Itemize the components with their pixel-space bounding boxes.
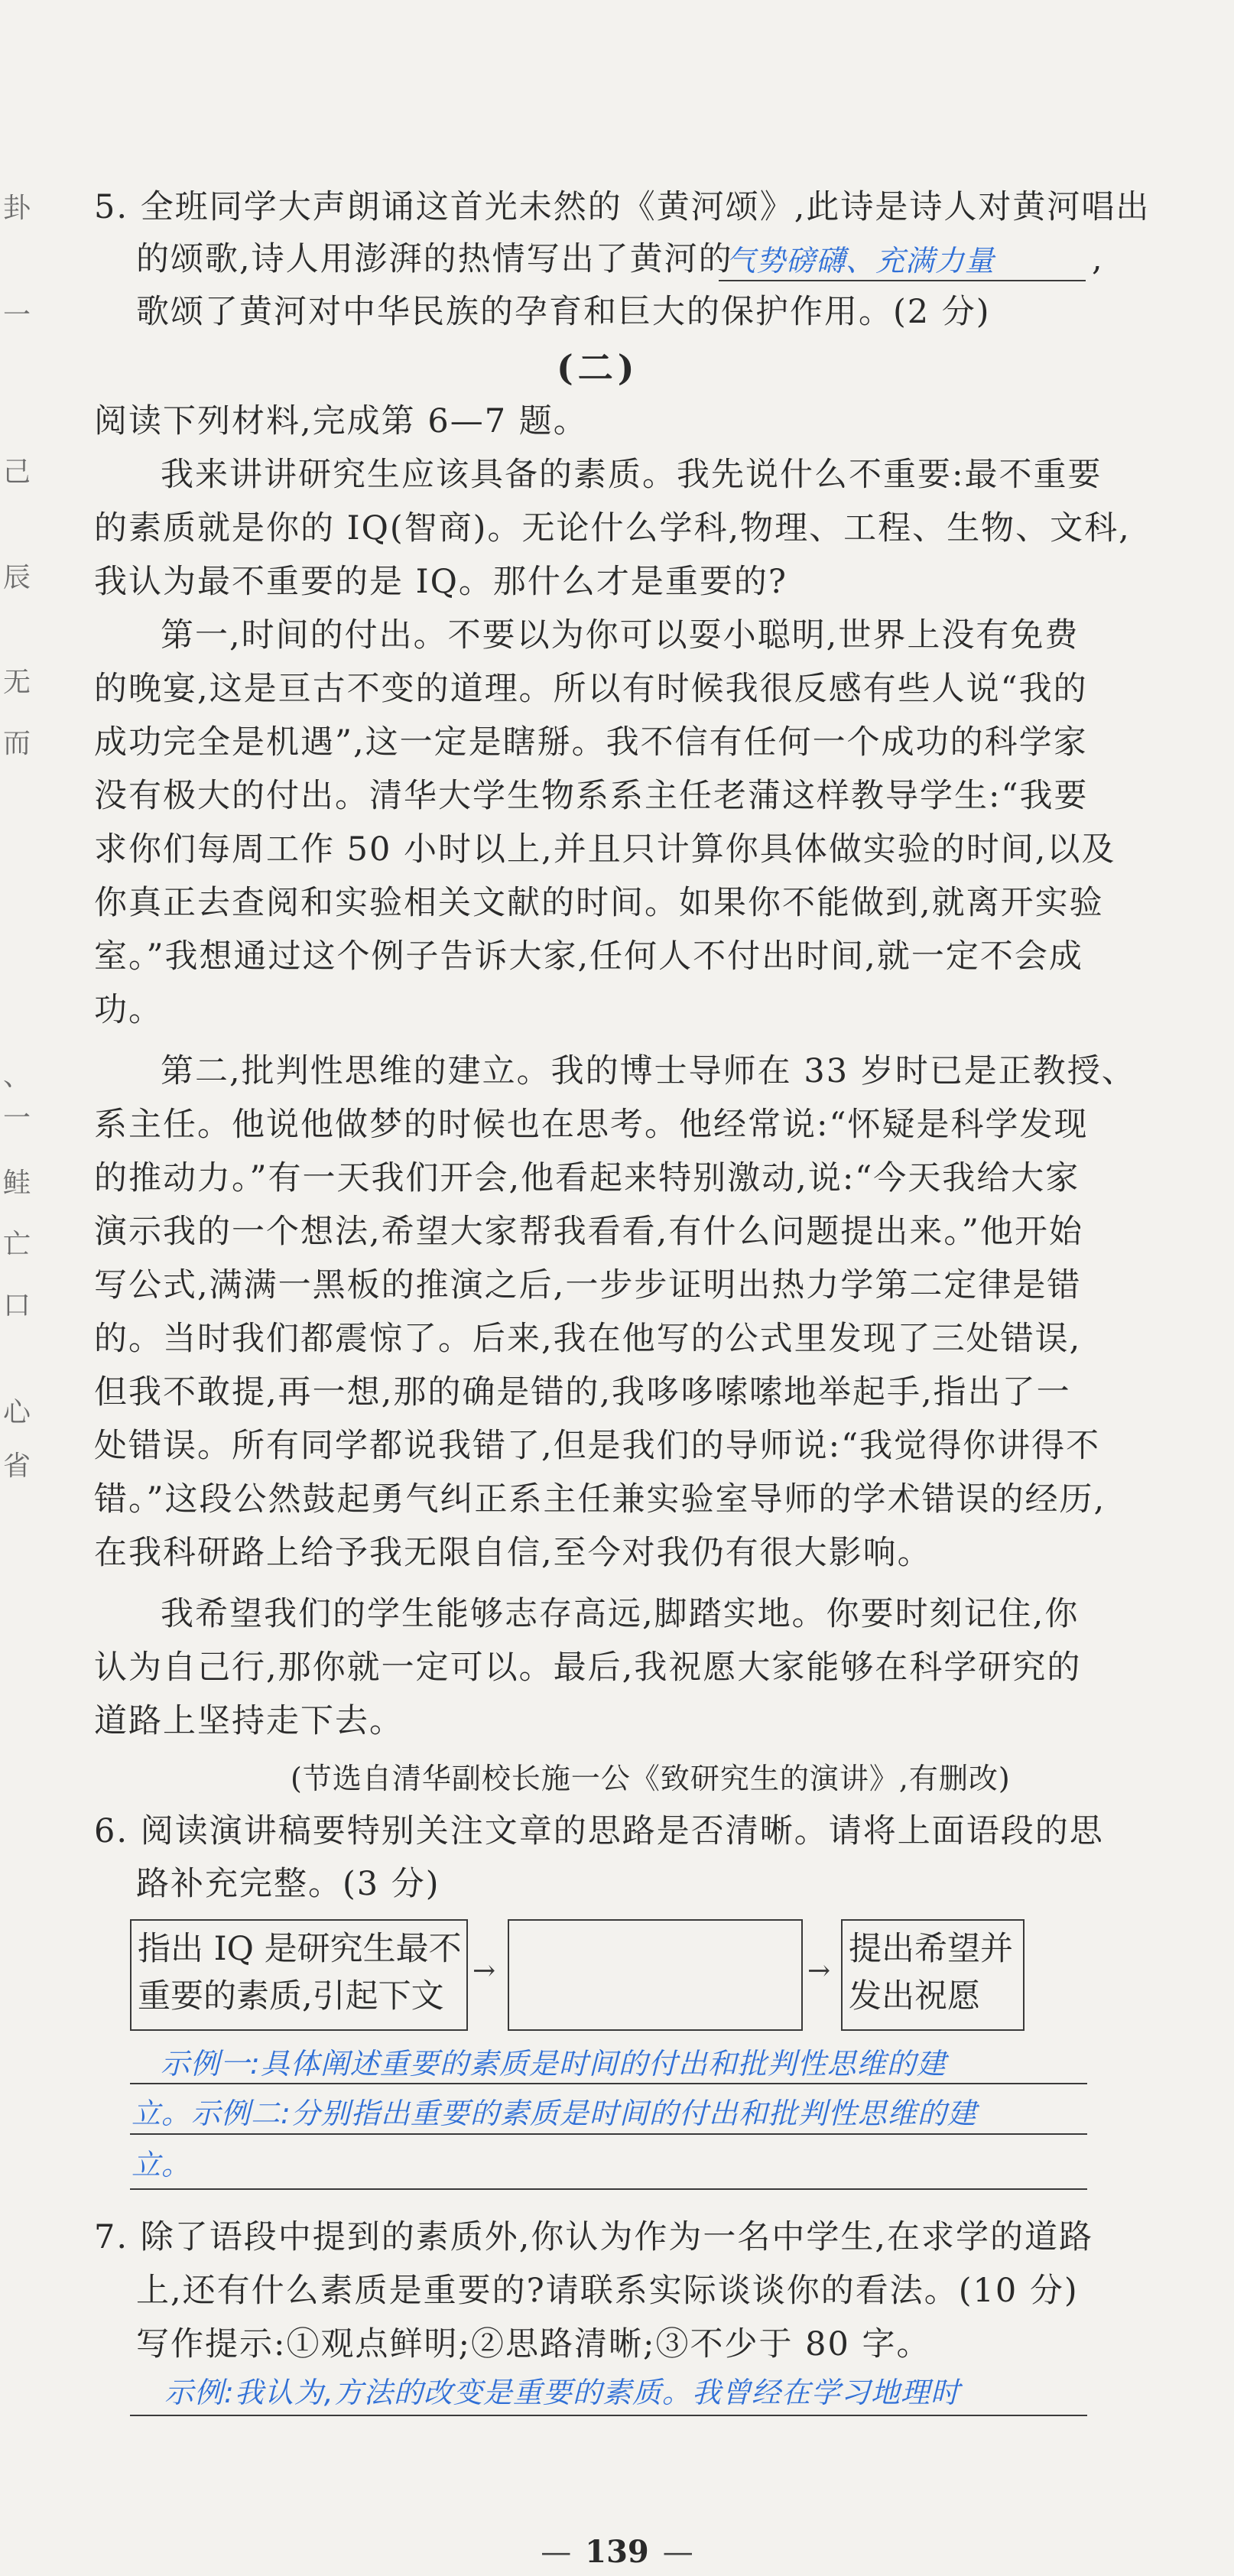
flow-box-blank[interactable] <box>508 1919 803 2031</box>
passage-line: 的推动力。”有一天我们开会,他看起来特别激动,说:“今天我给大家 <box>94 1159 1080 1197</box>
passage-line: 认为自己行,那你就一定可以。最后,我祝愿大家能够在科学研究的 <box>94 1649 1082 1687</box>
margin-mark: 省 <box>3 1450 31 1482</box>
section-title: (二) <box>557 347 639 388</box>
flow-box-intro <box>130 1919 468 2031</box>
margin-mark: 心 <box>3 1397 31 1428</box>
flow-box-conclusion-line-1: 提出希望并 <box>849 1930 1013 1968</box>
reading-instructions: 阅读下列材料,完成第 6—7 题。 <box>94 402 588 440</box>
margin-mark: 一 <box>3 300 31 331</box>
q7-writing-tips: 写作提示:①观点鲜明;②思路清晰;③不少于 80 字。 <box>136 2325 931 2363</box>
q6-answer-rule <box>130 2083 1087 2084</box>
q6-handwritten-answer-line: 示例一:具体阐述重要的素质是时间的付出和批判性思维的建 <box>161 2047 947 2081</box>
passage-line: 我来讲讲研究生应该具备的素质。我先说什么不重要:最不重要 <box>161 456 1102 494</box>
q7-handwritten-answer: 示例:我认为,方法的改变是重要的素质。我曾经在学习地理时 <box>164 2376 960 2409</box>
q7-line-1: 7. 除了语段中提到的素质外,你认为作为一名中学生,在求学的道路 <box>94 2218 1094 2256</box>
passage-line: 我认为最不重要的是 IQ。那什么才是重要的? <box>94 563 787 601</box>
passage-line: 的晚宴,这是亘古不变的道理。所以有时候我很反感有些人说“我的 <box>94 670 1088 708</box>
q6-answer-rule <box>130 2133 1087 2135</box>
passage-line: 成功完全是机遇”,这一定是瞎掰。我不信有任何一个成功的科学家 <box>94 723 1088 762</box>
flow-box-conclusion-line-2: 发出祝愿 <box>849 1977 980 2016</box>
passage-line: 系主任。他说他做梦的时候也在思考。他经常说:“怀疑是科学发现 <box>94 1106 1089 1144</box>
flow-arrow-icon: → <box>472 1955 496 1986</box>
q5-line-1: 5. 全班同学大声朗诵这首光未然的《黄河颂》,此诗是诗人对黄河唱出 <box>94 188 1151 226</box>
margin-mark: 鲑 <box>3 1168 31 1199</box>
q5-answer-blank <box>719 280 1086 281</box>
q5-line-2-prefix: 的颂歌,诗人用澎湃的热情写出了黄河的 <box>136 240 733 278</box>
passage-line: 演示我的一个想法,希望大家帮我看看,有什么问题提出来。”他开始 <box>94 1213 1083 1251</box>
passage-line: 的。当时我们都震惊了。后来,我在他写的公式里发现了三处错误, <box>94 1320 1082 1358</box>
margin-mark: 口 <box>3 1290 31 1321</box>
q7-answer-rule <box>130 2415 1087 2416</box>
passage-line: 错。”这段公然鼓起勇气纠正系主任兼实验室导师的学术错误的经历, <box>94 1480 1106 1519</box>
passage-line: 没有极大的付出。清华大学生物系系主任老蒲这样教导学生:“我要 <box>94 777 1089 815</box>
passage-line: 处错误。所有同学都说我错了,但是我们的导师说:“我觉得你讲得不 <box>94 1427 1101 1465</box>
passage-line: 第一,时间的付出。不要以为你可以耍小聪明,世界上没有免费 <box>161 616 1080 655</box>
margin-mark: 卦 <box>3 193 31 224</box>
q6-line-2: 路补充完整。(3 分) <box>136 1865 440 1903</box>
q6-handwritten-answer-line: 立。示例二:分别指出重要的素质是时间的付出和批判性思维的建 <box>132 2097 977 2130</box>
passage-line: 第二,批判性思维的建立。我的博士导师在 33 岁时已是正教授、 <box>161 1052 1136 1090</box>
q5-line-2 <box>136 240 733 278</box>
flow-box-intro-line-1: 指出 IQ 是研究生最不 <box>138 1930 462 1968</box>
page-number-value: 139 <box>585 2534 649 2570</box>
passage-line: 道路上坚持走下去。 <box>94 1702 404 1740</box>
margin-mark: 无 <box>3 667 31 698</box>
passage-line: 写公式,满满一黑板的推演之后,一步步证明出热力学第二定律是错 <box>94 1266 1082 1304</box>
margin-mark: 而 <box>3 728 31 759</box>
page-number <box>0 2534 1234 2570</box>
q7-line-2: 上,还有什么素质是重要的?请联系实际谈谈你的看法。(10 分) <box>136 2272 1079 2310</box>
q5-handwritten-answer: 气势磅礴、充满力量 <box>726 244 995 278</box>
margin-mark: 辰 <box>3 562 31 593</box>
q6-handwritten-answer-line: 立。 <box>132 2148 192 2181</box>
passage-line: 求你们每周工作 50 小时以上,并且只计算你具体做实验的时间,以及 <box>94 830 1116 869</box>
margin-mark: 、 <box>3 1061 31 1092</box>
margin-mark: 己 <box>3 456 31 488</box>
passage-line: 的素质就是你的 IQ(智商)。无论什么学科,物理、工程、生物、文科, <box>94 509 1131 547</box>
passage-line: 在我科研路上给予我无限自信,至今对我仍有很大影响。 <box>94 1534 932 1572</box>
margin-mark: 一 <box>3 1103 31 1134</box>
q6-answer-rule <box>130 2188 1087 2190</box>
page-number-dash: — <box>662 2535 693 2570</box>
passage-source: (节选自清华副校长施一公《致研究生的演讲》,有删改) <box>291 1762 1011 1795</box>
passage-line: 室。”我想通过这个例子告诉大家,任何人不付出时间,就一定不会成 <box>94 937 1083 976</box>
margin-mark: 亡 <box>3 1229 31 1260</box>
flow-arrow-icon: → <box>807 1955 831 1986</box>
passage-line: 我希望我们的学生能够志存高远,脚踏实地。你要时刻记住,你 <box>161 1595 1080 1633</box>
q6-line-1: 6. 阅读演讲稿要特别关注文章的思路是否清晰。请将上面语段的思 <box>94 1812 1104 1850</box>
passage-line: 你真正去查阅和实验相关文献的时间。如果你不能做到,就离开实验 <box>94 884 1104 922</box>
passage-line: 但我不敢提,再一想,那的确是错的,我哆哆嗦嗦地举起手,指出了一 <box>94 1373 1071 1411</box>
flow-box-intro-line-2: 重要的素质,引起下文 <box>138 1977 444 2016</box>
q5-line-3: 歌颂了黄河对中华民族的孕育和巨大的保护作用。(2 分) <box>136 293 991 331</box>
flow-box-conclusion <box>841 1919 1025 2031</box>
q5-line-2-suffix: , <box>1092 240 1104 278</box>
passage-line: 功。 <box>94 991 163 1029</box>
page-number-dash: — <box>541 2535 572 2570</box>
